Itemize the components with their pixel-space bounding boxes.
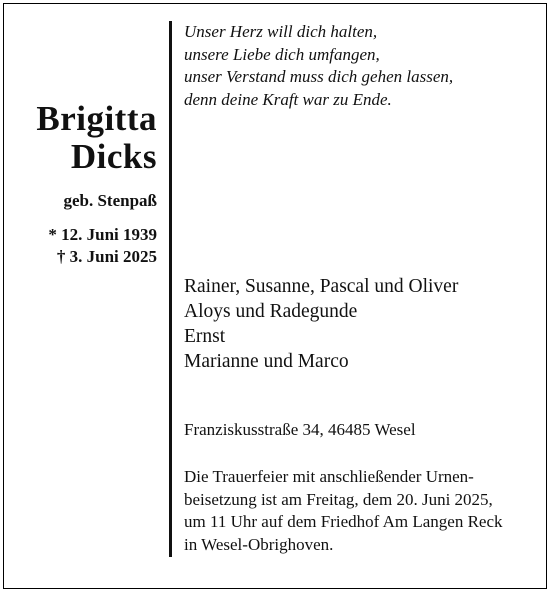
ceremony-line: um 11 Uhr auf dem Friedhof Am Langen Reck xyxy=(184,512,503,531)
ceremony-line: beisetzung ist am Freitag, dem 20. Juni 2025, xyxy=(184,489,493,509)
maiden-name: geb. Stenpaß xyxy=(63,191,157,210)
address: Franziskusstraße 34, 46485 Wesel xyxy=(184,420,416,439)
vertical-divider xyxy=(169,21,172,557)
ceremony-line: Die Trauerfeier mit anschließender Urnen- xyxy=(184,467,474,486)
poem-line: denn deine Kraft war zu Ende. xyxy=(184,89,392,109)
mourner-line: Rainer, Susanne, Pascal und Oliver xyxy=(184,276,459,297)
mourner-line: Aloys und Radegunde xyxy=(184,301,358,322)
life-dates xyxy=(36,224,157,268)
mourner-line: Ernst xyxy=(184,326,226,347)
poem-line: Unser Herz will dich halten, xyxy=(184,22,378,41)
birth-date: * 12. Juni 1939 xyxy=(48,225,157,244)
poem-line: unsere Liebe dich umfangen, xyxy=(184,44,380,64)
poem-line: unser Verstand muss dich gehen lassen, xyxy=(184,67,454,86)
poem xyxy=(184,21,453,111)
mourners-list xyxy=(184,274,458,374)
mourner-line: Marianne und Marco xyxy=(184,351,349,372)
death-date: † 3. Juni 2025 xyxy=(56,247,157,266)
deceased-first-name: Brigitta xyxy=(36,99,157,138)
ceremony-info xyxy=(184,466,536,556)
deceased-last-name: Dicks xyxy=(70,137,157,176)
deceased-info xyxy=(36,100,157,268)
ceremony-line: in Wesel-Obrighoven. xyxy=(184,534,334,554)
